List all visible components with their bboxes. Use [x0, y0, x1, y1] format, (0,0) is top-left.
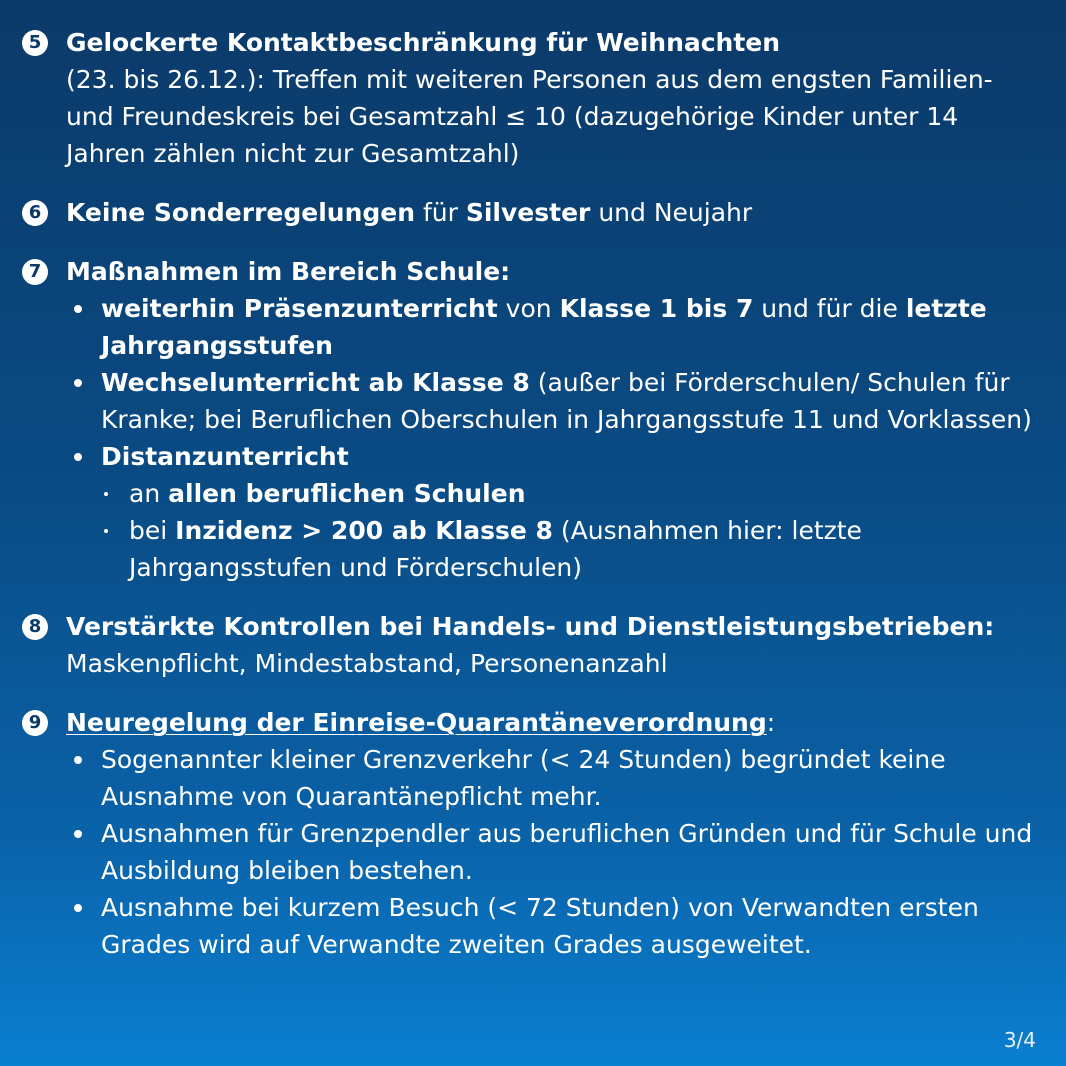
sub-list-item: [101, 475, 1036, 512]
sub-bullet-text: bei: [129, 516, 176, 545]
list-item: [66, 438, 1036, 586]
bullet-bold: letzte Jahrgangsstufen: [101, 294, 987, 360]
sub-bullet-text: (Ausnahmen hier: letzte Jahrgangsstufen und Förderschulen): [129, 516, 862, 582]
sub-bullet-text: an: [129, 479, 169, 508]
measure-item-8: [22, 608, 1036, 682]
bullet-text: (außer bei Förderschulen/ Schulen für Kranke; bei Beruflichen Oberschulen in Jahrgangsstufe 11 und Vorklassen): [101, 368, 1032, 434]
measure-item-9: [22, 704, 1036, 963]
number-badge-8: 8: [22, 614, 48, 640]
measure-item-5: [22, 24, 1036, 172]
number-badge-6: 6: [22, 200, 48, 226]
sub-bullet-bold: Inzidenz > 200 ab Klasse 8: [175, 516, 553, 545]
measure-6-connector: für: [415, 198, 466, 227]
number-badge-7: 7: [22, 259, 48, 285]
number-badge-5: 5: [22, 30, 48, 56]
bullet-text: und für die: [753, 294, 906, 323]
bullet-bold: Klasse 1 bis 7: [559, 294, 754, 323]
number-badge-9: 9: [22, 710, 48, 736]
measure-5-text: (23. bis 26.12.): Treffen mit weiteren Personen aus dem engsten Familien- und Freundeskreis bei Gesamtzahl ≤ 10 (dazugehörige Kinder unter 14 Jahren zählen nicht zur Gesamtzahl): [66, 65, 993, 168]
measure-8-title: Verstärkte Kontrollen bei Handels- und Dienstleistungsbetrieben:: [66, 612, 995, 641]
measure-5-title: Gelockerte Kontaktbeschränkung für Weihnachten: [66, 28, 781, 57]
bullet-bold: Wechselunterricht ab Klasse 8: [101, 368, 530, 397]
list-item: Ausnahmen für Grenzpendler aus beruflichen Gründen und für Schule und Ausbildung bleiben bestehen.: [66, 815, 1036, 889]
list-item: [66, 290, 1036, 364]
bullet-bold: Distanzunterricht: [101, 442, 349, 471]
measure-item-7: [22, 253, 1036, 586]
list-item: [66, 364, 1036, 438]
measure-6-tail: und Neujahr: [590, 198, 753, 227]
measure-9-colon: :: [766, 708, 776, 737]
distance-learning-sublist: [101, 475, 1036, 586]
list-item: Ausnahme bei kurzem Besuch (< 72 Stunden) von Verwandten ersten Grades wird auf Verwandte zweiten Grades ausgeweitet.: [66, 889, 1036, 963]
measure-item-6: [22, 194, 1036, 231]
measure-6-title: Keine Sonderregelungen: [66, 198, 416, 227]
bullet-bold: weiterhin Präsenzunterricht: [101, 294, 498, 323]
measure-8-text: Maskenpflicht, Mindestabstand, Personenanzahl: [66, 649, 668, 678]
quarantine-rules-list: [66, 741, 1036, 963]
page-indicator: 3/4: [1003, 1028, 1036, 1052]
school-measures-list: [66, 290, 1036, 586]
measure-6-silvester: Silvester: [465, 198, 591, 227]
bullet-text: von: [497, 294, 560, 323]
list-item: Sogenannter kleiner Grenzverkehr (< 24 Stunden) begründet keine Ausnahme von Quarantänepflicht mehr.: [66, 741, 1036, 815]
measure-7-title: Maßnahmen im Bereich Schule:: [66, 257, 511, 286]
measure-9-title: Neuregelung der Einreise-Quarantäneverordnung: [66, 708, 767, 737]
sub-list-item: [101, 512, 1036, 586]
sub-bullet-bold: allen beruflichen Schulen: [168, 479, 526, 508]
